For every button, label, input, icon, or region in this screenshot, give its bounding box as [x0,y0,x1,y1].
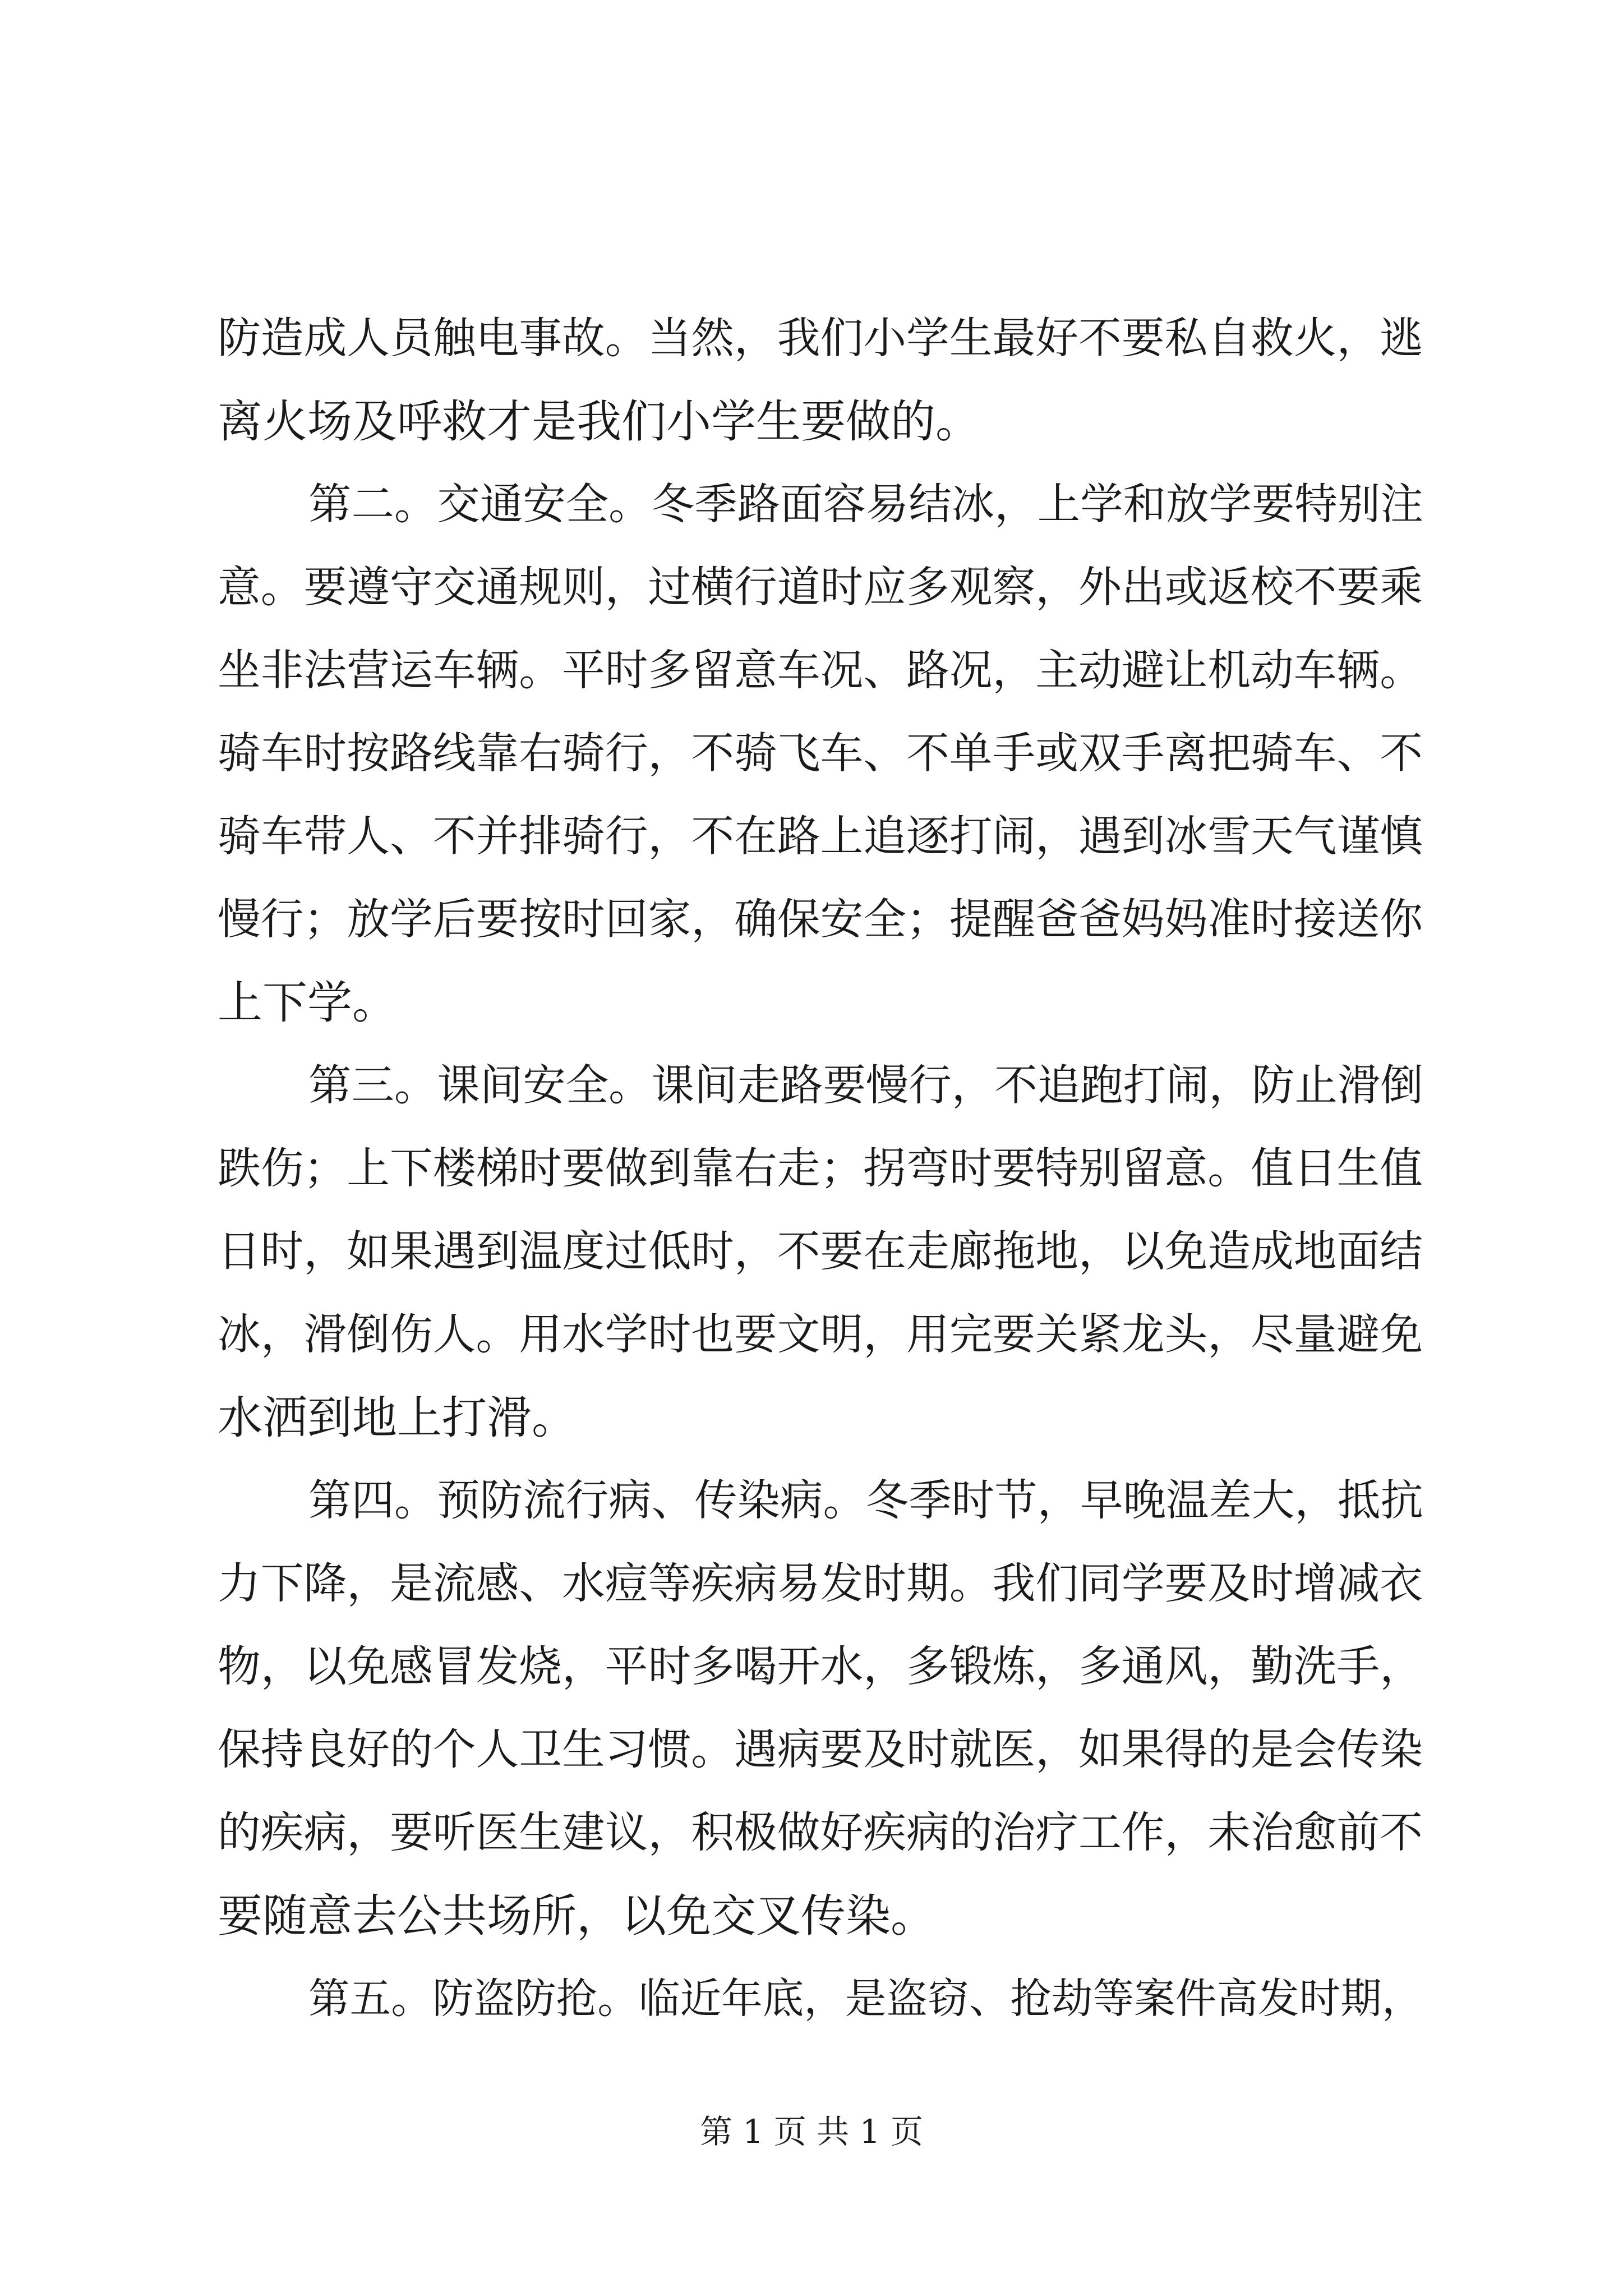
text-line: 骑车带人、不并排骑行，不在路上追逐打闹，遇到冰雪天气谨慎 [218,812,1423,862]
text-line: 日时，如果遇到温度过低时，不要在走廊拖地，以免造成地面结 [218,1227,1423,1277]
text-line: 意。要遵守交通规则，过横行道时应多观察，外出或返校不要乘 [218,563,1423,613]
text-line: 跌伤；上下楼梯时要做到靠右走；拐弯时要特别留意。值日生值 [218,1144,1423,1194]
text-line: 保持良好的个人卫生习惯。遇病要及时就医，如果得的是会传染 [218,1725,1423,1775]
text-line: 的疾病，要听医生建议，积极做好疾病的治疗工作，未治愈前不 [218,1808,1423,1858]
text-line: 力下降，是流感、水痘等疾病易发时期。我们同学要及时增减衣 [218,1559,1423,1609]
text-line: 离火场及呼救才是我们小学生要做的。 [218,395,980,448]
text-line: 慢行；放学后要按时回家，确保安全；提醒爸爸妈妈准时接送你 [218,895,1423,945]
text-line: 物，以免感冒发烧，平时多喝开水，多锻炼，多通风，勤洗手， [218,1642,1423,1692]
text-line: 水洒到地上打滑。 [218,1392,577,1444]
text-line: 坐非法营运车辆。平时多留意车况、路况，主动避让机动车辆。 [218,646,1423,696]
text-line: 冰，滑倒伤人。用水学时也要文明，用完要关紧龙头，尽量避免 [218,1310,1423,1360]
paragraph-first-line: 第三。课间安全。课间走路要慢行，不追跑打闹，防止滑倒 [308,1061,1423,1111]
paragraph-first-line: 第四。预防流行病、传染病。冬季时节，早晚温差大，抵抗 [308,1476,1423,1526]
paragraph-first-line: 第五。防盗防抢。临近年底，是盗窃、抢劫等案件高发时期， [308,1975,1423,2023]
text-line: 防造成人员触电事故。当然，我们小学生最好不要私自救火，逃 [218,314,1423,364]
text-line: 骑车时按路线靠右骑行，不骑飞车、不单手或双手离把骑车、不 [218,729,1423,779]
text-line: 要随意去公共场所，以免交叉传染。 [218,1890,935,1942]
text-line: 上下学。 [218,977,397,1029]
paragraph-first-line: 第二。交通安全。冬季路面容易结冰，上学和放学要特别注 [308,480,1423,530]
body-text [218,297,1429,2041]
page-footer: 第 1 页 共 1 页 [700,2113,923,2151]
